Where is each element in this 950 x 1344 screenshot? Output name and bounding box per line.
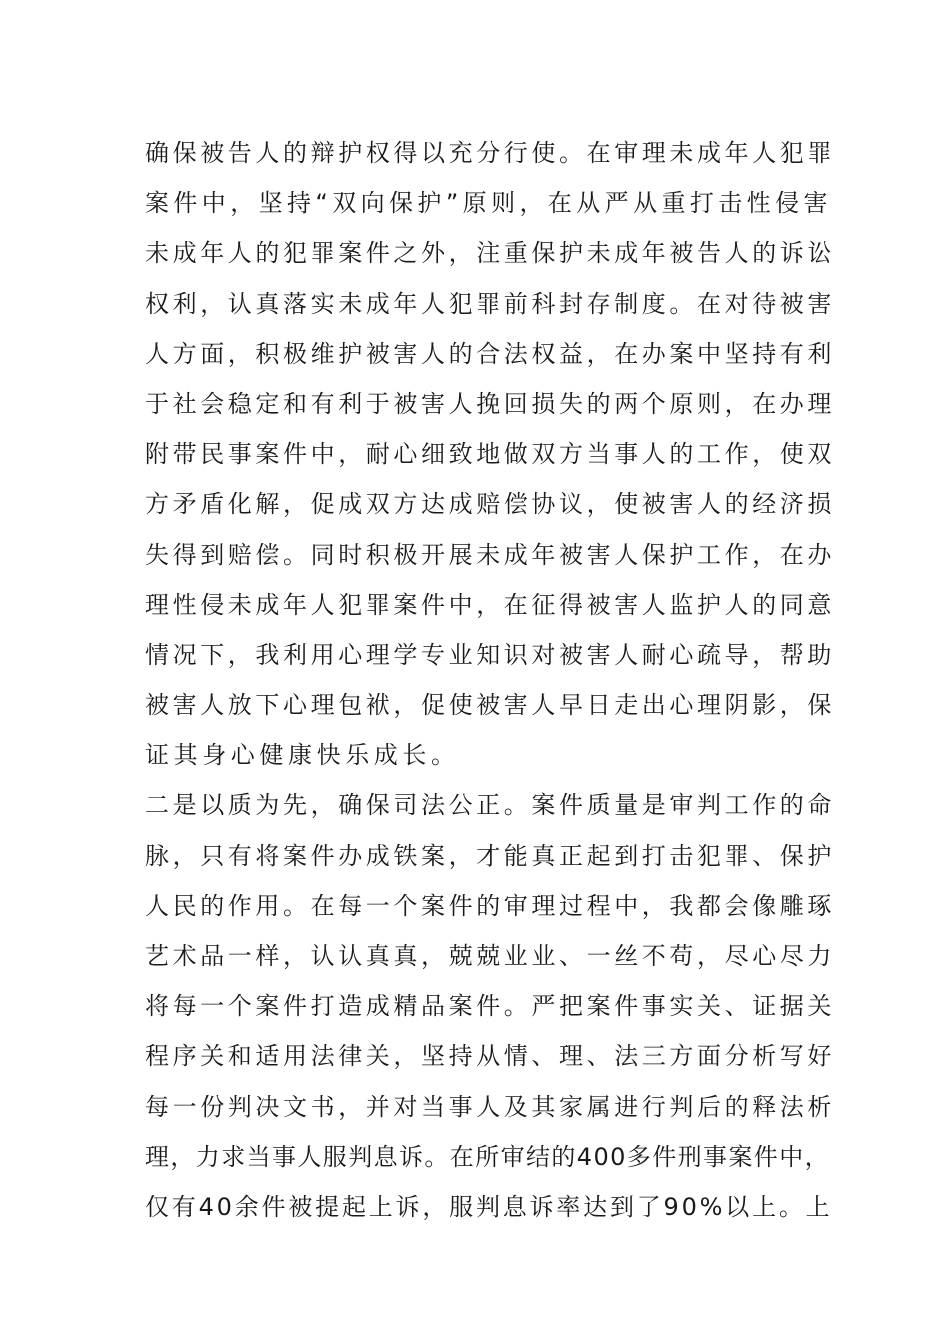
text-line: 证其身心健康快乐成长。 [145, 741, 460, 770]
body-text [145, 128, 835, 1232]
text-line: 确保被告人的辩护权得以充分行使。在审理未成年人犯罪 [145, 139, 835, 167]
text-line: 每一份判决文书，并对当事人及其家属进行判后的释法析 [145, 1092, 835, 1121]
text-line: 情况下，我利用心理学专业知识对被害人耐心疏导，帮助 [145, 640, 835, 669]
text-line: 方矛盾化解，促成双方达成赔偿协议，使被害人的经济损 [145, 490, 835, 519]
text-line: 艺术品一样，认认真真，兢兢业业、一丝不苟，尽心尽力 [145, 942, 835, 970]
text-line: 将每一个案件打造成精品案件。严把案件事实关、证据关 [145, 992, 835, 1021]
text-line: 于社会稳定和有利于被害人挽回损失的两个原则，在办理 [145, 389, 835, 418]
text-line: 二是以质为先，确保司法公正。案件质量是审判工作的命 [145, 791, 835, 820]
text-line: 权利，认真落实未成年人犯罪前科封存制度。在对待被害 [145, 289, 835, 318]
text-line: 理性侵未成年人犯罪案件中，在征得被害人监护人的同意 [145, 590, 835, 619]
text-line: 人方面，积极维护被害人的合法权益，在办案中坚持有利 [145, 339, 835, 368]
text-line: 案件中，坚持“双向保护”原则，在从严从重打击性侵害 [145, 189, 832, 218]
text-line: 失得到赔偿。同时积极开展未成年被害人保护工作，在办 [145, 540, 835, 569]
text-line: 未成年人的犯罪案件之外，注重保护未成年被告人的诉讼 [145, 239, 835, 268]
text-line: 仅有40余件被提起上诉，服判息诉率达到了90%以上。上 [145, 1192, 833, 1221]
text-line: 人民的作用。在每一个案件的审理过程中，我都会像雕琢 [145, 891, 835, 920]
text-line: 脉，只有将案件办成铁案，才能真正起到打击犯罪、保护 [145, 841, 835, 870]
text-line: 理，力求当事人服判息诉。在所审结的400多件刑事案件中， [145, 1142, 831, 1171]
text-line: 附带民事案件中，耐心细致地做双方当事人的工作，使双 [145, 440, 835, 469]
text-line: 程序关和适用法律关，坚持从情、理、法三方面分析写好 [145, 1042, 835, 1071]
text-line: 被害人放下心理包袱，促使被害人早日走出心理阴影，保 [145, 691, 835, 720]
